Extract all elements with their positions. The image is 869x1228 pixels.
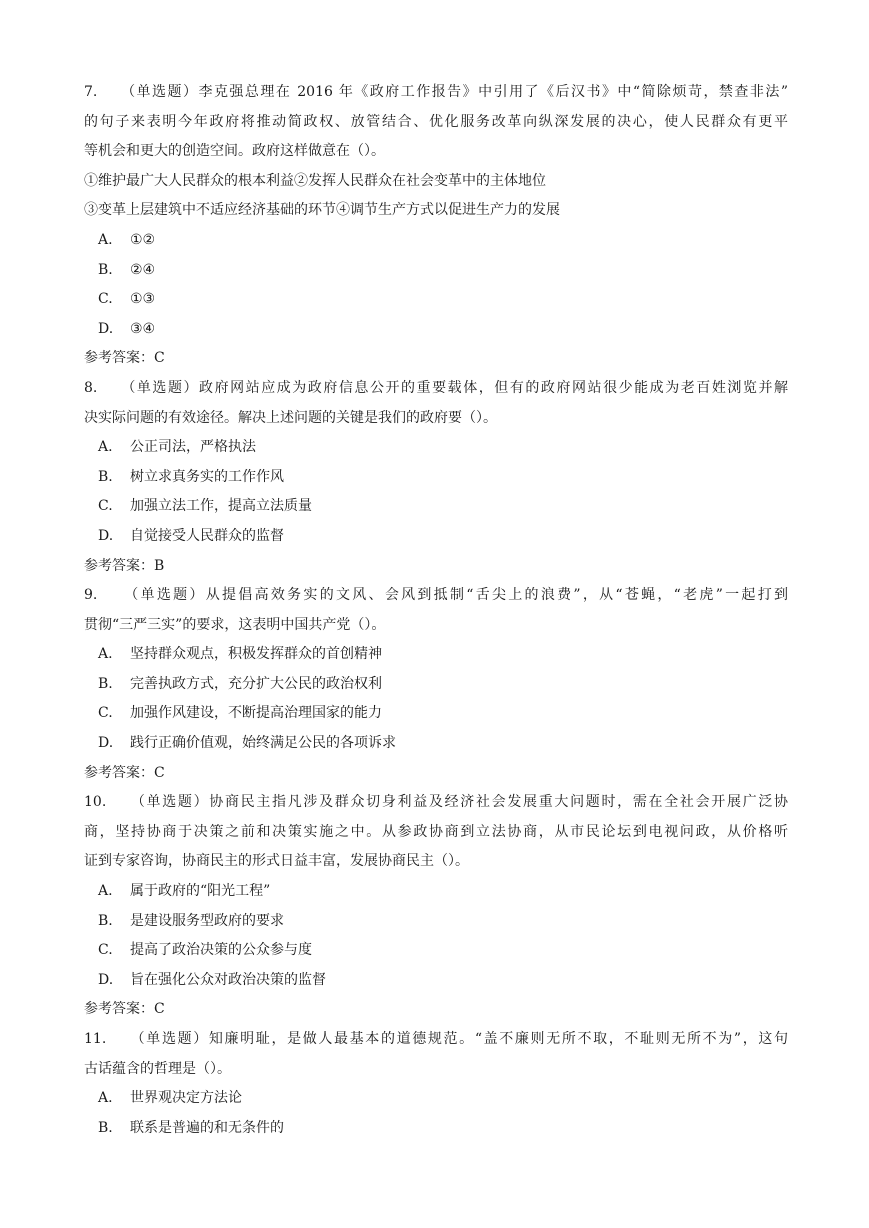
question-11-text-2: 古话蕴含的哲理是（）。 [84,1060,231,1077]
question-10-text-2: 商，坚持协商于决策之前和决策实施之中。从参政协商到立法协商，从市民论坛到电视问政，从价格听 [84,823,788,840]
question-11-option-a: A. 世界观决定方法论 [98,1090,242,1107]
question-7 [84,78,788,374]
question-7-statement-1: ①维护最广大人民群众的根本利益②发挥人民群众在社会变革中的主体地位 [84,172,546,189]
question-list [84,78,788,1143]
question-7-option-d: D. ③④ [98,320,156,337]
question-8-option-d: D. 自觉接受人民群众的监督 [98,527,284,544]
question-9-type: （单选题） [124,587,206,604]
question-8-answer: 参考答案：B [84,557,165,574]
question-9-line-1 [84,581,788,611]
question-10-number: 10. [84,794,107,811]
question-7-option-c: C. ①③ [98,291,156,308]
question-11-line-1 [84,1025,788,1055]
question-10-type: （单选题） [130,794,210,811]
question-7-number: 7. [84,84,98,100]
question-8-number: 8. [84,379,98,396]
question-11-text-1: 知廉明耻，是做人最基本的道德规范。“盖不廉则无所不取，不耻则无所不为”，这句 [208,1031,789,1047]
question-8-text-2: 决实际问题的有效途径。解决上述问题的关键是我们的政府要（）。 [84,409,497,426]
question-10-answer: 参考答案：C [84,1001,165,1018]
question-7-answer: 参考答案：C [84,350,165,367]
question-8 [84,374,788,581]
question-11 [84,1025,788,1143]
question-8-option-c: C. 加强立法工作，提高立法质量 [98,498,312,515]
question-10-text-3: 证到专家咨询，协商民主的形式日益丰富，发展协商民主（）。 [84,853,469,870]
question-8-text-1: 政府网站应成为政府信息公开的重要载体，但有的政府网站很少能成为老百姓浏览并解 [199,379,788,396]
question-7-option-b: B. ②④ [98,261,156,278]
question-7-option-a: A. ①② [98,231,156,248]
question-7-text-2: 的句子来表明今年政府将推动简政权、放管结合、优化服务改革向纵深发展的决心，使人民群众有更平 [84,113,788,130]
question-11-type: （单选题） [130,1031,209,1047]
question-8-option-a: A. 公正司法，严格执法 [98,439,256,456]
question-7-text-3: 等机会和更大的创造空间。政府这样做意在（）。 [84,143,385,160]
question-11-option-b: B. 联系是普遍的和无条件的 [98,1119,284,1136]
question-7-line-1 [84,78,788,108]
question-10-option-d: D. 旨在强化公众对政治决策的监督 [98,971,326,988]
question-9 [84,581,788,788]
question-11-number: 11. [84,1031,107,1047]
question-7-text-1: 李克强总理在 2016 年《政府工作报告》中引用了《后汉书》中“简除烦苛，禁查非法” [198,84,788,100]
question-9-option-b: B. 完善执政方式，充分扩大公民的政治权利 [98,675,382,692]
question-10-text-1: 协商民主指凡涉及群众切身利益及经济社会发展重大问题时，需在全社会开展广泛协 [209,794,789,811]
question-9-option-a: A. 坚持群众观点，积极发挥群众的首创精神 [98,646,382,663]
question-7-type: （单选题） [121,84,199,100]
question-7-statement-2: ③变革上层建筑中不适应经济基础的环节④调节生产方式以促进生产力的发展 [84,202,560,219]
question-9-text-2: 贯彻“三严三实”的要求，这表明中国共产党（）。 [84,616,386,633]
question-9-option-d: D. 践行正确价值观，始终满足公民的各项诉求 [98,735,396,752]
question-10-option-b: B. 是建设服务型政府的要求 [98,912,284,929]
question-9-text-1: 从提倡高效务实的文风、会风到抵制“舌尖上的浪费”，从“苍蝇，“老虎”一起打到 [205,587,788,604]
question-9-answer: 参考答案：C [84,764,165,781]
question-10-line-1 [84,788,788,818]
question-10-option-c: C. 提高了政治决策的公众参与度 [98,942,312,959]
question-8-option-b: B. 树立求真务实的工作作风 [98,468,284,485]
question-10-option-a: A. 属于政府的“阳光工程” [98,883,271,900]
question-9-number: 9. [84,587,98,604]
question-10 [84,788,788,1025]
question-9-option-c: C. 加强作风建设，不断提高治理国家的能力 [98,705,382,722]
question-8-type: （单选题） [121,379,200,396]
question-8-line-1 [84,374,788,404]
